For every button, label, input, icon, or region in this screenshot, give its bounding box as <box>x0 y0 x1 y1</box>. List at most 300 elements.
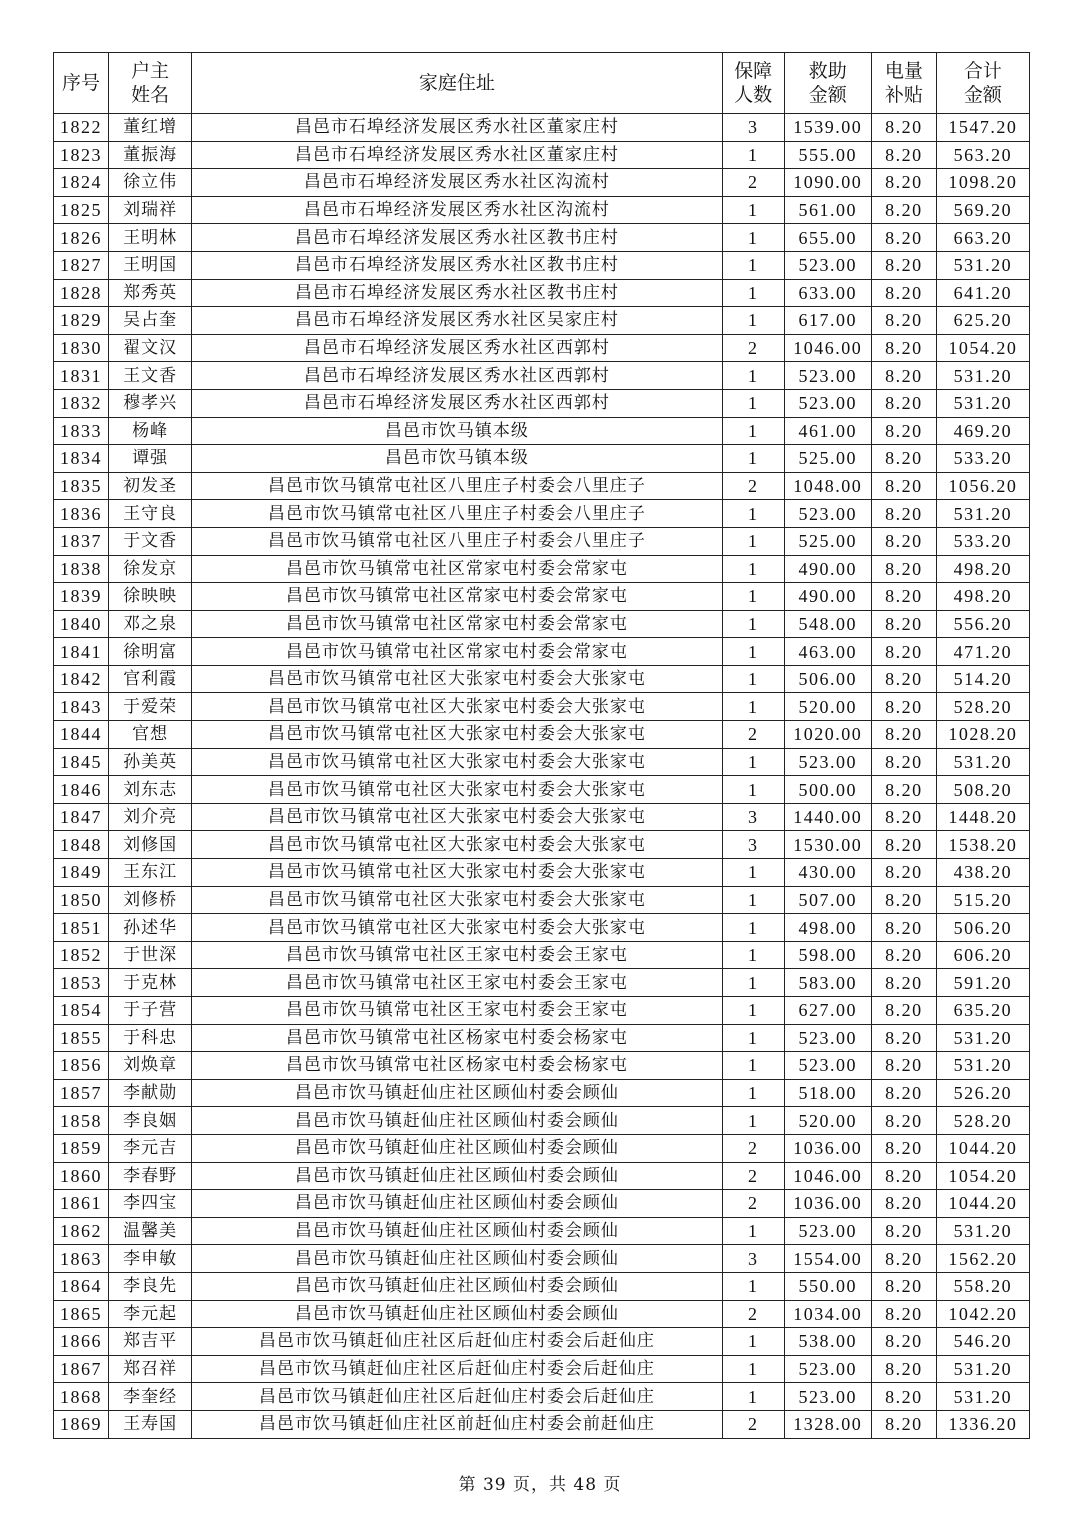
cell-total: 471.20 <box>936 638 1029 666</box>
cell-name: 李良先 <box>109 1272 192 1300</box>
cell-total: 498.20 <box>936 583 1029 611</box>
cell-name: 王明林 <box>109 224 192 252</box>
cell-persons: 1 <box>722 748 784 776</box>
cell-name: 徐映映 <box>109 583 192 611</box>
cell-name: 王文香 <box>109 362 192 390</box>
cell-total: 1028.20 <box>936 721 1029 749</box>
cell-address: 昌邑市饮马镇常屯社区王家屯村委会王家屯 <box>192 941 723 969</box>
cell-relief: 1090.00 <box>784 169 871 197</box>
cell-address: 昌邑市饮马镇赶仙庄社区顾仙村委会顾仙 <box>192 1272 723 1300</box>
table-row <box>54 1134 1030 1162</box>
cell-persons: 2 <box>722 1300 784 1328</box>
cell-subsidy: 8.20 <box>871 1245 936 1273</box>
page-number: 第 39 页，共 48 页 <box>458 1475 622 1495</box>
cell-name: 谭强 <box>109 445 192 473</box>
cell-persons: 3 <box>722 1245 784 1273</box>
cell-persons: 2 <box>722 721 784 749</box>
cell-relief: 655.00 <box>784 224 871 252</box>
cell-persons: 1 <box>722 389 784 417</box>
cell-name: 孙美英 <box>109 748 192 776</box>
cell-total: 508.20 <box>936 776 1029 804</box>
cell-address: 昌邑市饮马镇赶仙庄社区顾仙村委会顾仙 <box>192 1162 723 1190</box>
cell-persons: 2 <box>722 169 784 197</box>
cell-index: 1854 <box>54 997 109 1025</box>
cell-subsidy: 8.20 <box>871 555 936 583</box>
cell-total: 533.20 <box>936 445 1029 473</box>
cell-total: 591.20 <box>936 969 1029 997</box>
cell-relief: 490.00 <box>784 583 871 611</box>
cell-index: 1838 <box>54 555 109 583</box>
cell-address: 昌邑市饮马镇赶仙庄社区前赶仙庄村委会前赶仙庄 <box>192 1410 723 1438</box>
cell-address: 昌邑市饮马镇常屯社区大张家屯村委会大张家屯 <box>192 886 723 914</box>
table-row <box>54 914 1030 942</box>
cell-total: 506.20 <box>936 914 1029 942</box>
cell-relief: 518.00 <box>784 1079 871 1107</box>
cell-subsidy: 8.20 <box>871 251 936 279</box>
cell-total: 531.20 <box>936 748 1029 776</box>
cell-name: 翟文汉 <box>109 334 192 362</box>
cell-index: 1867 <box>54 1355 109 1383</box>
header-index: 序号 <box>54 53 109 114</box>
header-row <box>54 53 1030 114</box>
table-row <box>54 472 1030 500</box>
cell-persons: 2 <box>722 1190 784 1218</box>
cell-index: 1828 <box>54 279 109 307</box>
cell-address: 昌邑市饮马镇赶仙庄社区顾仙村委会顾仙 <box>192 1190 723 1218</box>
cell-index: 1842 <box>54 665 109 693</box>
table-row <box>54 1079 1030 1107</box>
cell-address: 昌邑市饮马镇常屯社区杨家屯村委会杨家屯 <box>192 1024 723 1052</box>
table-row <box>54 1162 1030 1190</box>
cell-name: 于世深 <box>109 941 192 969</box>
cell-name: 杨峰 <box>109 417 192 445</box>
cell-name: 徐明富 <box>109 638 192 666</box>
table-row <box>54 886 1030 914</box>
cell-subsidy: 8.20 <box>871 1383 936 1411</box>
cell-address: 昌邑市石埠经济发展区秀水社区西郭村 <box>192 389 723 417</box>
cell-persons: 1 <box>722 969 784 997</box>
cell-address: 昌邑市饮马镇赶仙庄社区顾仙村委会顾仙 <box>192 1245 723 1273</box>
cell-index: 1866 <box>54 1328 109 1356</box>
cell-index: 1856 <box>54 1052 109 1080</box>
cell-subsidy: 8.20 <box>871 610 936 638</box>
cell-subsidy: 8.20 <box>871 1134 936 1162</box>
cell-name: 李元起 <box>109 1300 192 1328</box>
table-row <box>54 1217 1030 1245</box>
cell-relief: 538.00 <box>784 1328 871 1356</box>
cell-total: 531.20 <box>936 1052 1029 1080</box>
cell-total: 1044.20 <box>936 1134 1029 1162</box>
cell-relief: 598.00 <box>784 941 871 969</box>
table-row <box>54 1272 1030 1300</box>
cell-index: 1865 <box>54 1300 109 1328</box>
cell-persons: 1 <box>722 638 784 666</box>
cell-relief: 1046.00 <box>784 1162 871 1190</box>
cell-total: 526.20 <box>936 1079 1029 1107</box>
cell-subsidy: 8.20 <box>871 665 936 693</box>
cell-address: 昌邑市饮马镇常屯社区大张家屯村委会大张家屯 <box>192 693 723 721</box>
cell-persons: 2 <box>722 1410 784 1438</box>
header-relief-amount: 救助 金额 <box>784 53 871 114</box>
cell-address: 昌邑市饮马镇常屯社区八里庄子村委会八里庄子 <box>192 472 723 500</box>
cell-subsidy: 8.20 <box>871 693 936 721</box>
cell-relief: 561.00 <box>784 196 871 224</box>
cell-relief: 548.00 <box>784 610 871 638</box>
cell-address: 昌邑市饮马镇常屯社区大张家屯村委会大张家屯 <box>192 776 723 804</box>
table-row <box>54 500 1030 528</box>
cell-index: 1822 <box>54 114 109 142</box>
cell-persons: 1 <box>722 251 784 279</box>
table-row <box>54 527 1030 555</box>
cell-name: 于克林 <box>109 969 192 997</box>
cell-total: 531.20 <box>936 1383 1029 1411</box>
cell-total: 438.20 <box>936 859 1029 887</box>
table-row <box>54 224 1030 252</box>
cell-index: 1851 <box>54 914 109 942</box>
cell-subsidy: 8.20 <box>871 114 936 142</box>
table-row <box>54 417 1030 445</box>
cell-persons: 1 <box>722 196 784 224</box>
cell-persons: 1 <box>722 1107 784 1135</box>
cell-subsidy: 8.20 <box>871 583 936 611</box>
cell-persons: 3 <box>722 114 784 142</box>
cell-subsidy: 8.20 <box>871 1355 936 1383</box>
table-row <box>54 251 1030 279</box>
cell-name: 刘介亮 <box>109 803 192 831</box>
cell-index: 1868 <box>54 1383 109 1411</box>
cell-index: 1841 <box>54 638 109 666</box>
cell-subsidy: 8.20 <box>871 307 936 335</box>
cell-name: 穆孝兴 <box>109 389 192 417</box>
cell-persons: 1 <box>722 1217 784 1245</box>
cell-name: 于科忠 <box>109 1024 192 1052</box>
cell-total: 531.20 <box>936 1024 1029 1052</box>
cell-index: 1835 <box>54 472 109 500</box>
cell-subsidy: 8.20 <box>871 389 936 417</box>
table-row <box>54 445 1030 473</box>
cell-address: 昌邑市饮马镇赶仙庄社区顾仙村委会顾仙 <box>192 1134 723 1162</box>
table-row <box>54 859 1030 887</box>
cell-total: 1547.20 <box>936 114 1029 142</box>
cell-name: 李元吉 <box>109 1134 192 1162</box>
cell-address: 昌邑市饮马镇赶仙庄社区顾仙村委会顾仙 <box>192 1217 723 1245</box>
cell-persons: 1 <box>722 141 784 169</box>
cell-relief: 627.00 <box>784 997 871 1025</box>
table-row <box>54 1024 1030 1052</box>
cell-subsidy: 8.20 <box>871 941 936 969</box>
cell-index: 1837 <box>54 527 109 555</box>
cell-address: 昌邑市饮马镇常屯社区大张家屯村委会大张家屯 <box>192 831 723 859</box>
table-row <box>54 610 1030 638</box>
cell-relief: 583.00 <box>784 969 871 997</box>
cell-persons: 1 <box>722 610 784 638</box>
cell-persons: 1 <box>722 1383 784 1411</box>
cell-total: 1562.20 <box>936 1245 1029 1273</box>
cell-index: 1829 <box>54 307 109 335</box>
cell-total: 1054.20 <box>936 334 1029 362</box>
cell-relief: 1328.00 <box>784 1410 871 1438</box>
cell-total: 531.20 <box>936 362 1029 390</box>
cell-subsidy: 8.20 <box>871 969 936 997</box>
cell-address: 昌邑市饮马镇赶仙庄社区后赶仙庄村委会后赶仙庄 <box>192 1328 723 1356</box>
cell-persons: 2 <box>722 1162 784 1190</box>
cell-index: 1858 <box>54 1107 109 1135</box>
cell-persons: 1 <box>722 527 784 555</box>
cell-persons: 3 <box>722 831 784 859</box>
cell-total: 528.20 <box>936 1107 1029 1135</box>
cell-relief: 1539.00 <box>784 114 871 142</box>
cell-subsidy: 8.20 <box>871 721 936 749</box>
cell-name: 董红增 <box>109 114 192 142</box>
cell-subsidy: 8.20 <box>871 196 936 224</box>
cell-name: 于文香 <box>109 527 192 555</box>
cell-total: 663.20 <box>936 224 1029 252</box>
cell-address: 昌邑市石埠经济发展区秀水社区吴家庄村 <box>192 307 723 335</box>
cell-relief: 506.00 <box>784 665 871 693</box>
cell-name: 郑秀英 <box>109 279 192 307</box>
cell-total: 558.20 <box>936 1272 1029 1300</box>
table-row <box>54 941 1030 969</box>
cell-persons: 2 <box>722 334 784 362</box>
cell-address: 昌邑市饮马镇常屯社区常家屯村委会常家屯 <box>192 638 723 666</box>
cell-index: 1863 <box>54 1245 109 1273</box>
table-row <box>54 279 1030 307</box>
header-covered-persons: 保障 人数 <box>722 53 784 114</box>
cell-relief: 555.00 <box>784 141 871 169</box>
cell-subsidy: 8.20 <box>871 1162 936 1190</box>
cell-address: 昌邑市饮马镇赶仙庄社区顾仙村委会顾仙 <box>192 1300 723 1328</box>
cell-index: 1843 <box>54 693 109 721</box>
cell-relief: 1046.00 <box>784 334 871 362</box>
cell-index: 1836 <box>54 500 109 528</box>
cell-index: 1855 <box>54 1024 109 1052</box>
cell-total: 1098.20 <box>936 169 1029 197</box>
table-row <box>54 803 1030 831</box>
cell-total: 528.20 <box>936 693 1029 721</box>
cell-total: 531.20 <box>936 251 1029 279</box>
cell-name: 李申敏 <box>109 1245 192 1273</box>
cell-address: 昌邑市饮马镇常屯社区八里庄子村委会八里庄子 <box>192 500 723 528</box>
cell-index: 1823 <box>54 141 109 169</box>
cell-subsidy: 8.20 <box>871 169 936 197</box>
cell-index: 1832 <box>54 389 109 417</box>
cell-index: 1833 <box>54 417 109 445</box>
table-row <box>54 1245 1030 1273</box>
cell-persons: 1 <box>722 1079 784 1107</box>
cell-persons: 1 <box>722 583 784 611</box>
cell-name: 李四宝 <box>109 1190 192 1218</box>
cell-relief: 520.00 <box>784 1107 871 1135</box>
cell-subsidy: 8.20 <box>871 224 936 252</box>
cell-total: 1054.20 <box>936 1162 1029 1190</box>
cell-total: 625.20 <box>936 307 1029 335</box>
cell-relief: 523.00 <box>784 251 871 279</box>
cell-index: 1849 <box>54 859 109 887</box>
header-total-amount: 合计 金额 <box>936 53 1029 114</box>
cell-persons: 1 <box>722 555 784 583</box>
cell-persons: 1 <box>722 776 784 804</box>
cell-persons: 1 <box>722 1272 784 1300</box>
cell-total: 1538.20 <box>936 831 1029 859</box>
cell-relief: 498.00 <box>784 914 871 942</box>
cell-name: 刘瑞祥 <box>109 196 192 224</box>
table-row <box>54 693 1030 721</box>
cell-index: 1827 <box>54 251 109 279</box>
cell-total: 546.20 <box>936 1328 1029 1356</box>
cell-subsidy: 8.20 <box>871 362 936 390</box>
cell-name: 温馨美 <box>109 1217 192 1245</box>
table-row <box>54 1052 1030 1080</box>
cell-relief: 463.00 <box>784 638 871 666</box>
cell-address: 昌邑市饮马镇常屯社区杨家屯村委会杨家屯 <box>192 1052 723 1080</box>
cell-persons: 1 <box>722 886 784 914</box>
cell-subsidy: 8.20 <box>871 748 936 776</box>
cell-subsidy: 8.20 <box>871 914 936 942</box>
cell-index: 1852 <box>54 941 109 969</box>
cell-index: 1848 <box>54 831 109 859</box>
table-row <box>54 1190 1030 1218</box>
cell-index: 1845 <box>54 748 109 776</box>
cell-subsidy: 8.20 <box>871 527 936 555</box>
cell-name: 李良姻 <box>109 1107 192 1135</box>
table-row <box>54 141 1030 169</box>
cell-name: 董振海 <box>109 141 192 169</box>
cell-subsidy: 8.20 <box>871 886 936 914</box>
cell-relief: 430.00 <box>784 859 871 887</box>
cell-address: 昌邑市饮马镇赶仙庄社区顾仙村委会顾仙 <box>192 1107 723 1135</box>
cell-address: 昌邑市饮马镇本级 <box>192 445 723 473</box>
cell-index: 1861 <box>54 1190 109 1218</box>
cell-address: 昌邑市饮马镇常屯社区大张家屯村委会大张家屯 <box>192 914 723 942</box>
cell-address: 昌邑市饮马镇常屯社区常家屯村委会常家屯 <box>192 555 723 583</box>
cell-address: 昌邑市饮马镇常屯社区大张家屯村委会大张家屯 <box>192 859 723 887</box>
cell-relief: 507.00 <box>784 886 871 914</box>
cell-relief: 525.00 <box>784 527 871 555</box>
cell-persons: 2 <box>722 472 784 500</box>
cell-name: 徐发京 <box>109 555 192 583</box>
cell-persons: 1 <box>722 417 784 445</box>
cell-subsidy: 8.20 <box>871 1024 936 1052</box>
cell-total: 641.20 <box>936 279 1029 307</box>
cell-address: 昌邑市饮马镇常屯社区王家屯村委会王家屯 <box>192 997 723 1025</box>
cell-index: 1859 <box>54 1134 109 1162</box>
cell-index: 1825 <box>54 196 109 224</box>
cell-index: 1840 <box>54 610 109 638</box>
cell-persons: 1 <box>722 941 784 969</box>
cell-total: 1044.20 <box>936 1190 1029 1218</box>
cell-address: 昌邑市石埠经济发展区秀水社区董家庄村 <box>192 141 723 169</box>
cell-subsidy: 8.20 <box>871 1052 936 1080</box>
cell-relief: 1440.00 <box>784 803 871 831</box>
cell-total: 606.20 <box>936 941 1029 969</box>
table-row <box>54 389 1030 417</box>
cell-subsidy: 8.20 <box>871 1107 936 1135</box>
cell-persons: 1 <box>722 279 784 307</box>
cell-subsidy: 8.20 <box>871 776 936 804</box>
cell-name: 徐立伟 <box>109 169 192 197</box>
cell-address: 昌邑市饮马镇常屯社区大张家屯村委会大张家屯 <box>192 721 723 749</box>
cell-index: 1847 <box>54 803 109 831</box>
cell-subsidy: 8.20 <box>871 1328 936 1356</box>
cell-relief: 520.00 <box>784 693 871 721</box>
cell-relief: 525.00 <box>784 445 871 473</box>
cell-total: 569.20 <box>936 196 1029 224</box>
cell-persons: 1 <box>722 914 784 942</box>
cell-address: 昌邑市饮马镇赶仙庄社区后赶仙庄村委会后赶仙庄 <box>192 1383 723 1411</box>
cell-relief: 523.00 <box>784 362 871 390</box>
header-householder-name: 户主 姓名 <box>109 53 192 114</box>
cell-subsidy: 8.20 <box>871 859 936 887</box>
cell-relief: 1554.00 <box>784 1245 871 1273</box>
cell-address: 昌邑市石埠经济发展区秀水社区教书庄村 <box>192 251 723 279</box>
cell-subsidy: 8.20 <box>871 500 936 528</box>
cell-index: 1869 <box>54 1410 109 1438</box>
table-row <box>54 583 1030 611</box>
cell-address: 昌邑市饮马镇常屯社区大张家屯村委会大张家屯 <box>192 803 723 831</box>
cell-address: 昌邑市石埠经济发展区秀水社区西郭村 <box>192 362 723 390</box>
table-row <box>54 169 1030 197</box>
cell-relief: 1048.00 <box>784 472 871 500</box>
cell-name: 郑吉平 <box>109 1328 192 1356</box>
cell-name: 王明国 <box>109 251 192 279</box>
table-row <box>54 1383 1030 1411</box>
cell-index: 1857 <box>54 1079 109 1107</box>
table-row <box>54 555 1030 583</box>
cell-persons: 1 <box>722 1024 784 1052</box>
cell-persons: 1 <box>722 445 784 473</box>
cell-name: 王东江 <box>109 859 192 887</box>
cell-relief: 523.00 <box>784 500 871 528</box>
cell-subsidy: 8.20 <box>871 445 936 473</box>
cell-persons: 1 <box>722 693 784 721</box>
cell-name: 初发圣 <box>109 472 192 500</box>
cell-persons: 1 <box>722 997 784 1025</box>
cell-relief: 617.00 <box>784 307 871 335</box>
table-row <box>54 721 1030 749</box>
cell-name: 于爱荣 <box>109 693 192 721</box>
cell-persons: 1 <box>722 1328 784 1356</box>
cell-name: 李献勋 <box>109 1079 192 1107</box>
cell-relief: 461.00 <box>784 417 871 445</box>
cell-name: 王寿国 <box>109 1410 192 1438</box>
cell-persons: 1 <box>722 500 784 528</box>
table-row <box>54 638 1030 666</box>
cell-persons: 1 <box>722 1052 784 1080</box>
cell-index: 1844 <box>54 721 109 749</box>
cell-address: 昌邑市饮马镇常屯社区大张家屯村委会大张家屯 <box>192 748 723 776</box>
cell-total: 531.20 <box>936 500 1029 528</box>
table-row <box>54 114 1030 142</box>
cell-index: 1834 <box>54 445 109 473</box>
cell-relief: 523.00 <box>784 1217 871 1245</box>
cell-address: 昌邑市饮马镇赶仙庄社区后赶仙庄村委会后赶仙庄 <box>192 1355 723 1383</box>
cell-total: 531.20 <box>936 389 1029 417</box>
cell-index: 1860 <box>54 1162 109 1190</box>
cell-address: 昌邑市饮马镇常屯社区王家屯村委会王家屯 <box>192 969 723 997</box>
cell-relief: 500.00 <box>784 776 871 804</box>
cell-relief: 523.00 <box>784 748 871 776</box>
table-row <box>54 362 1030 390</box>
cell-total: 635.20 <box>936 997 1029 1025</box>
cell-persons: 3 <box>722 803 784 831</box>
cell-subsidy: 8.20 <box>871 1079 936 1107</box>
cell-name: 吴占奎 <box>109 307 192 335</box>
cell-total: 531.20 <box>936 1217 1029 1245</box>
cell-subsidy: 8.20 <box>871 1217 936 1245</box>
table-row <box>54 831 1030 859</box>
cell-subsidy: 8.20 <box>871 1300 936 1328</box>
cell-index: 1853 <box>54 969 109 997</box>
